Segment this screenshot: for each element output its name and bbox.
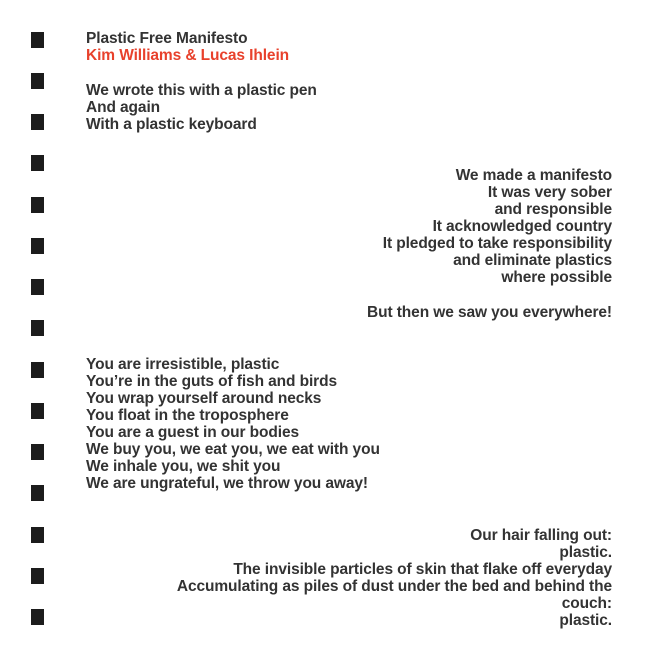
binding-mark <box>31 114 44 130</box>
stanza-1 <box>86 82 317 133</box>
binding-mark <box>31 527 44 543</box>
poem-line: couch: <box>561 595 612 612</box>
poem-line: We buy you, we eat you, we eat with you <box>86 441 380 458</box>
poem-line: You are irresistible, plastic <box>86 356 280 373</box>
poem-line: You float in the troposphere <box>86 407 289 424</box>
poem-line: plastic. <box>559 612 612 629</box>
stanza-5 <box>177 527 612 629</box>
binding-mark <box>31 444 44 460</box>
authors-line: Kim Williams & Lucas Ihlein <box>86 47 290 64</box>
poem-line: The invisible particles of skin that flake off everyday <box>233 561 612 578</box>
poem-line: and eliminate plastics <box>453 252 612 269</box>
poem-line: We wrote this with a plastic pen <box>86 82 317 99</box>
binding-mark <box>31 279 44 295</box>
stanza-2 <box>383 167 612 286</box>
binding-mark <box>31 238 44 254</box>
binding-mark <box>31 485 44 501</box>
poem-line: It was very sober <box>487 184 612 201</box>
poem-line: We inhale you, we shit you <box>86 458 281 475</box>
binding-mark <box>31 568 44 584</box>
poem-line: You wrap yourself around necks <box>86 390 322 407</box>
poem-line: And again <box>86 99 161 116</box>
poem-line: Accumulating as piles of dust under the bed and behind the <box>176 578 612 595</box>
binding-mark <box>31 73 44 89</box>
poem-line: plastic. <box>559 544 612 561</box>
binding-mark <box>31 155 44 171</box>
poem-line: where possible <box>501 269 612 286</box>
poem-line: Our hair falling out: <box>470 527 612 544</box>
poem-line: It pledged to take responsibility <box>382 235 612 252</box>
manifesto-header <box>86 30 289 64</box>
binding-mark <box>31 32 44 48</box>
poem-line: You’re in the guts of fish and birds <box>86 373 338 390</box>
poem-line: But then we saw you everywhere! <box>367 304 612 321</box>
binding-mark <box>31 362 44 378</box>
poem-line: With a plastic keyboard <box>86 116 257 133</box>
poem-line: We made a manifesto <box>455 167 612 184</box>
poem-line: It acknowledged country <box>432 218 612 235</box>
poem-line: You are a guest in our bodies <box>86 424 299 441</box>
poem-line: and responsible <box>494 201 612 218</box>
stanza-4 <box>86 356 380 492</box>
binding-mark <box>31 320 44 336</box>
stanza-3 <box>367 304 612 321</box>
page-title: Plastic Free Manifesto <box>86 30 248 47</box>
binding-mark <box>31 197 44 213</box>
binding-mark <box>31 403 44 419</box>
poem-line: We are ungrateful, we throw you away! <box>86 475 368 492</box>
binding-mark <box>31 609 44 625</box>
